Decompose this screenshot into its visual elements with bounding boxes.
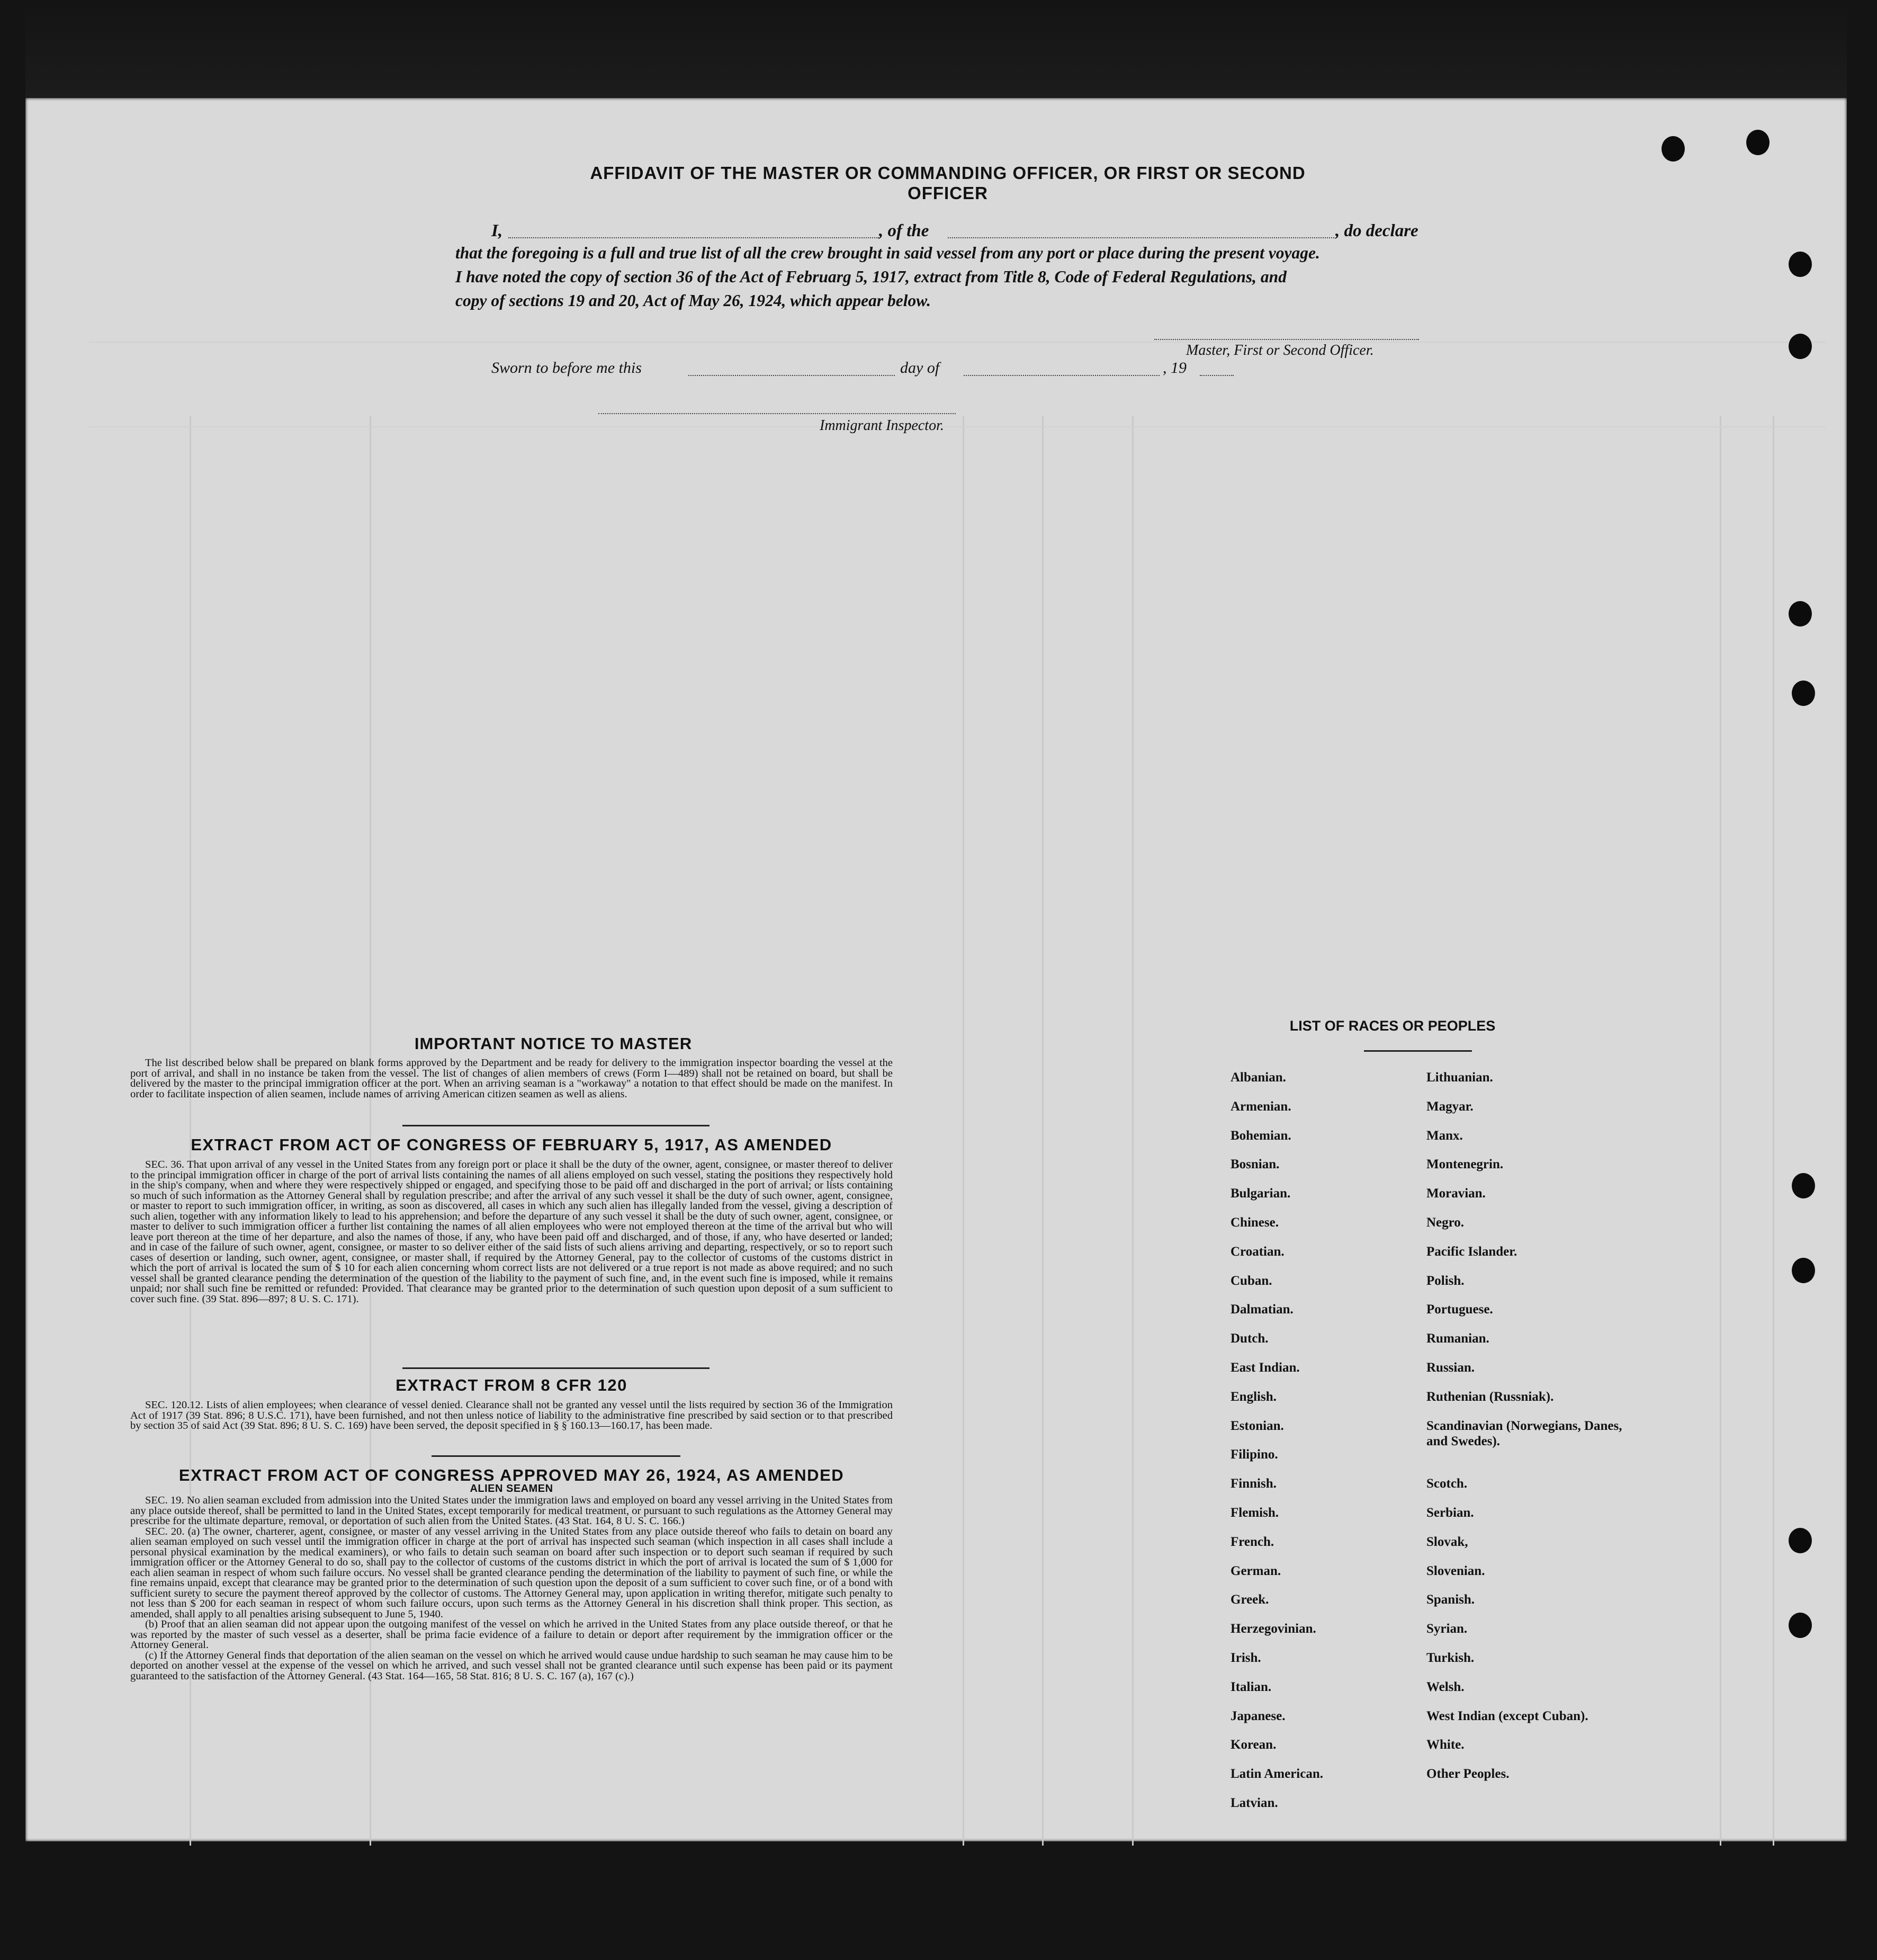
race-item: Negro. [1426,1215,1465,1230]
race-item: Scotch. [1426,1476,1468,1491]
race-item: Moravian. [1426,1186,1486,1201]
extract-cfr-title: EXTRACT FROM 8 CFR 120 [396,1376,627,1394]
bleed-through-rule [89,342,1826,343]
vessel-blank[interactable] [948,237,1334,238]
races-title-rule [1364,1050,1472,1052]
sworn-year-blank[interactable] [1200,375,1234,376]
race-item: Polish. [1426,1273,1465,1288]
race-item: Cuban. [1231,1273,1272,1288]
race-item: Greek. [1231,1592,1269,1607]
sec-19: SEC. 19. No alien seaman excluded from admission into the United States under the immigration laws and employed on board any vessel arriving in the United States from any place outside thereof, shall be permitted to land in the United States, except temporarily for medical treatment, or pursuant to such regulations as the Attorney General may prescribe for the ultimate departure, removal, or deportation of such alien from the United States. (43 Stat. 164, 8 U. S. C. 166.) [130,1494,893,1527]
races-column-2 [1426,1070,1628,1795]
sworn-label: Sworn to before me this [491,359,642,377]
race-item: Croatian. [1231,1244,1285,1259]
affidavit-line-3: I have noted the copy of section 36 of the Act of Februarg 5, 1917, extract from Title 8, Code of Federal Regulations, and [455,267,1287,286]
race-item: Filipino. [1231,1447,1278,1462]
race-item: Chinese. [1231,1215,1279,1230]
master-signature-blank[interactable] [1154,339,1419,340]
race-item: Albanian. [1231,1070,1286,1085]
sworn-day-blank[interactable] [688,375,895,376]
extract-1917-title: EXTRACT FROM ACT OF CONGRESS OF FEBRUARY 5, 1917, AS AMENDED [191,1135,832,1154]
year-label: , 19 [1163,359,1187,377]
affidavit-declare: , do declare [1335,221,1418,240]
race-item: Scandinavian (Norwegians, Danes, and Swedes). [1426,1418,1622,1448]
notice-text: The list described below shall be prepared on blank forms approved by the Department and be ready for delivery to the immigration inspector boarding the vessel at the port of arrival, and shall in no instance be taken from the vessel. The list of changes of alien members of crews (Form I—489) shall not be retained on board, but shall be delivered by the master to the principal immigration officer at the port. When an arriving seaman is a "workaway" a notation to that effect should be made on the manifest. In order to facilitate inspection of alien seamen, include names of arriving American citizen seamen as well as aliens. [130,1057,893,1100]
race-item: Estonian. [1231,1418,1284,1433]
race-item: Serbian. [1426,1505,1474,1520]
race-item: Welsh. [1426,1679,1465,1694]
race-item: Syrian. [1426,1622,1468,1636]
master-signature-label: Master, First or Second Officer. [1186,342,1374,359]
name-blank[interactable] [508,237,879,238]
races-column-1 [1231,1070,1323,1824]
bleed-through-rule [1720,416,1721,1846]
affidavit-line-2: that the foregoing is a full and true list of all the crew brought in said vessel from any port or place during the present voyage. [455,244,1320,262]
race-item: Spanish. [1426,1592,1475,1607]
section-rule [402,1125,710,1126]
races-title: LIST OF RACES OR PEOPLES [1289,1018,1496,1034]
scan-top-margin [25,0,1847,98]
section-rule [432,1455,680,1457]
punch-hole [1792,1258,1815,1283]
race-item: Dutch. [1231,1331,1269,1346]
race-item: Other Peoples. [1426,1767,1510,1782]
punch-hole [1789,334,1812,359]
punch-hole [1792,681,1815,706]
affidavit-title: AFFIDAVIT OF THE MASTER OR COMMANDING OFFICER, OR FIRST OR SECOND OFFICER [590,163,1306,203]
race-item: Pacific Islander. [1426,1244,1517,1259]
race-item: Ruthenian (Russniak). [1426,1389,1554,1404]
race-item: Rumanian. [1426,1331,1489,1346]
race-item: Lithuanian. [1426,1070,1493,1085]
bleed-through-rule [1132,416,1134,1846]
race-item: Irish. [1231,1650,1261,1665]
race-item: Latin American. [1231,1767,1323,1782]
sec-20a: SEC. 20. (a) The owner, charterer, agent, consignee, or master of any vessel arriving in the United States from any place outside thereof who fails to detain on board any alien seaman employed on such vessel until the immigration officer in charge at the port of arrival has inspected such seaman (which inspection in all cases shall include a personal physical examination by the medical examiners), or who fails to detain such seaman on board after such inspection or to deport such seaman if required by such immigration officer or the Attorney General to do so, shall pay to the collector of customs of the customs district in which the port of arrival is located the sum of $ 1,000 for each alien seaman in respect of whom such failure occurs. No vessel shall be granted clearance pending the determination of the liability to payment of such fine, or while the fine remains unpaid, except that clearance may be granted prior to the determination of such question upon the deposit of a sum sufficient to cover such fine, or of a bond with sufficient surety to secure the payment thereof approved by the collector of customs. The Attorney General may, upon application in writing therefor, mitigate such penalty to not less than $ 200 for each seaman in respect of whom such failure occurs, upon such terms as the Attorney General in his discretion shall think proper. This section, as amended, shall apply to all penalties arising subsequent to June 5, 1940. [130,1525,893,1620]
race-item: Portuguese. [1426,1302,1493,1317]
day-of-label: day of [900,359,940,377]
affidavit-of-the: , of the [879,221,929,240]
affidavit-line-4: copy of sections 19 and 20, Act of May 26, 1924, which appear below. [455,291,931,310]
race-item: Bosnian. [1231,1157,1280,1172]
race-item: Turkish. [1426,1650,1475,1665]
inspector-label: Immigrant Inspector. [820,417,944,434]
punch-hole [1789,601,1812,627]
race-item: Magyar. [1426,1099,1474,1114]
section-rule [402,1367,710,1369]
race-item: Herzegovinian. [1231,1622,1316,1636]
bleed-through-rule [89,426,1826,427]
race-item: Flemish. [1231,1505,1279,1520]
race-item: Slovenian. [1426,1563,1485,1578]
race-item: Korean. [1231,1738,1277,1752]
sworn-month-blank[interactable] [964,375,1160,376]
punch-hole [1662,136,1685,162]
affidavit-i: I, [491,221,503,240]
race-item: Russian. [1426,1360,1475,1375]
race-item: Bohemian. [1231,1128,1291,1143]
extract-1924-text [130,1496,893,1681]
punch-hole [1792,1173,1815,1198]
race-item: White. [1426,1738,1465,1752]
alien-seamen-subtitle: ALIEN SEAMEN [470,1483,553,1494]
punch-hole [1789,1613,1812,1638]
punch-hole [1789,1528,1812,1553]
bleed-through-rule [1773,416,1774,1846]
race-item: West Indian (except Cuban). [1426,1708,1588,1723]
race-item: Italian. [1231,1679,1272,1694]
race-item: Armenian. [1231,1099,1291,1114]
race-item: Manx. [1426,1128,1463,1143]
race-item: Slovak, [1426,1534,1468,1549]
race-item: Bulgarian. [1231,1186,1291,1201]
extract-1924-title: EXTRACT FROM ACT OF CONGRESS APPROVED MAY 26, 1924, AS AMENDED [178,1466,845,1484]
race-item: English. [1231,1389,1277,1404]
inspector-signature-blank[interactable] [598,413,956,414]
bleed-through-rule [963,416,964,1846]
race-item: German. [1231,1563,1281,1578]
punch-hole [1789,252,1812,277]
race-item: Montenegrin. [1426,1157,1504,1172]
race-item: Japanese. [1231,1708,1286,1723]
race-item: East Indian. [1231,1360,1300,1375]
race-item: Dalmatian. [1231,1302,1294,1317]
race-item: Finnish. [1231,1476,1277,1491]
sec-20b: (b) Proof that an alien seaman did not appear upon the outgoing manifest of the vessel on which he arrived in the United States from any place outside thereof, or that he was reported by the master of such vessel as a deserter, shall be prima facie evidence of a failure to detain or deport after requirement by the immigration officer or the Attorney General. [130,1618,893,1651]
race-item: French. [1231,1534,1274,1549]
extract-cfr-text: SEC. 120.12. Lists of alien employees; when clearance of vessel denied. Clearance shall not be granted any vessel until the lists required by section 36 of the Immigration Act of 1917 (39 Stat. 896; 8 U.S.C. 171), have been furnished, and not then unless notice of liability to the administrative fine prescribed by said section or to that prescribed by section 35 of said Act (39 Stat. 896; 8 U. S. C. 169) have been served, the deposit specified in § § 160.13—160.17, has been made. [130,1399,893,1431]
sec-20c: (c) If the Attorney General finds that deportation of the alien seaman on the vessel on which he arrived would cause undue hardship to such seaman he may cause him to be deported on another vessel at the expense of the vessel on which he arrived, and such vessel shall not be granted clearance until such expense has been paid or its payment guaranteed to the satisfaction of the Attorney General. (43 Stat. 164—165, 58 Stat. 816; 8 U. S. C. 167 (a), 167 (c).) [130,1649,893,1682]
notice-title: IMPORTANT NOTICE TO MASTER [414,1034,693,1053]
extract-1917-text: SEC. 36. That upon arrival of any vessel in the United States from any foreign port or place it shall be the duty of the owner, agent, consignee, or master thereof to deliver to the principal immigration officer in charge of the port of arrival lists containing the names of all aliens employed on such vessel, stating the positions they respectively hold in the ship's company, when and where they were respectively shipped or engaged, and specifying those to be paid off and discharged in the port of arrival; or lists containing so much of such information as the Attorney General shall by regulation prescribe; and after the arrival of any such vessel it shall be the duty of such owner, agent, consignee, or master to report to such immigration officer, in writing, as soon as discovered, all cases in which any such alien has illegally landed from the vessel, giving a description of such alien, together with any information likely to lead to his apprehension; and before the departure of any such vessel it shall be the duty of such owner, agent, consignee, or master to deliver to such immigration officer a further list containing the names of all alien employees who were not employed thereon at the time of the arrival but who will leave port thereon at the time of her departure, and also the names of those, if any, who have been paid off and discharged, and of those, if any, who have deserted or landed; and in case of the failure of such owner, agent, consignee, or master to so deliver either of the said lists of such aliens arriving and departing, respectively, or so to report such cases of desertion or landing, such owner, agent, consignee, or master shall, if required by the Attorney General, pay to the collector of customs of the customs district in which the port of arrival is located the sum of $ 10 for each alien concerning whom correct lists are not delivered or a true report is not made as above required; and no such vessel shall be granted clearance pending the determination of the question of the liability to the payment of such fine, and, in the event such fine is imposed, while it remains unpaid; nor shall such fine be remitted or refunded: Provided. That clearance may be granted prior to the determination of such question upon deposit of a sum sufficient to cover such fine. (39 Stat. 896—897; 8 U. S. C. 171). [130,1159,893,1305]
punch-hole [1746,130,1770,155]
bleed-through-rule [1042,416,1044,1846]
race-item: Latvian. [1231,1795,1278,1810]
